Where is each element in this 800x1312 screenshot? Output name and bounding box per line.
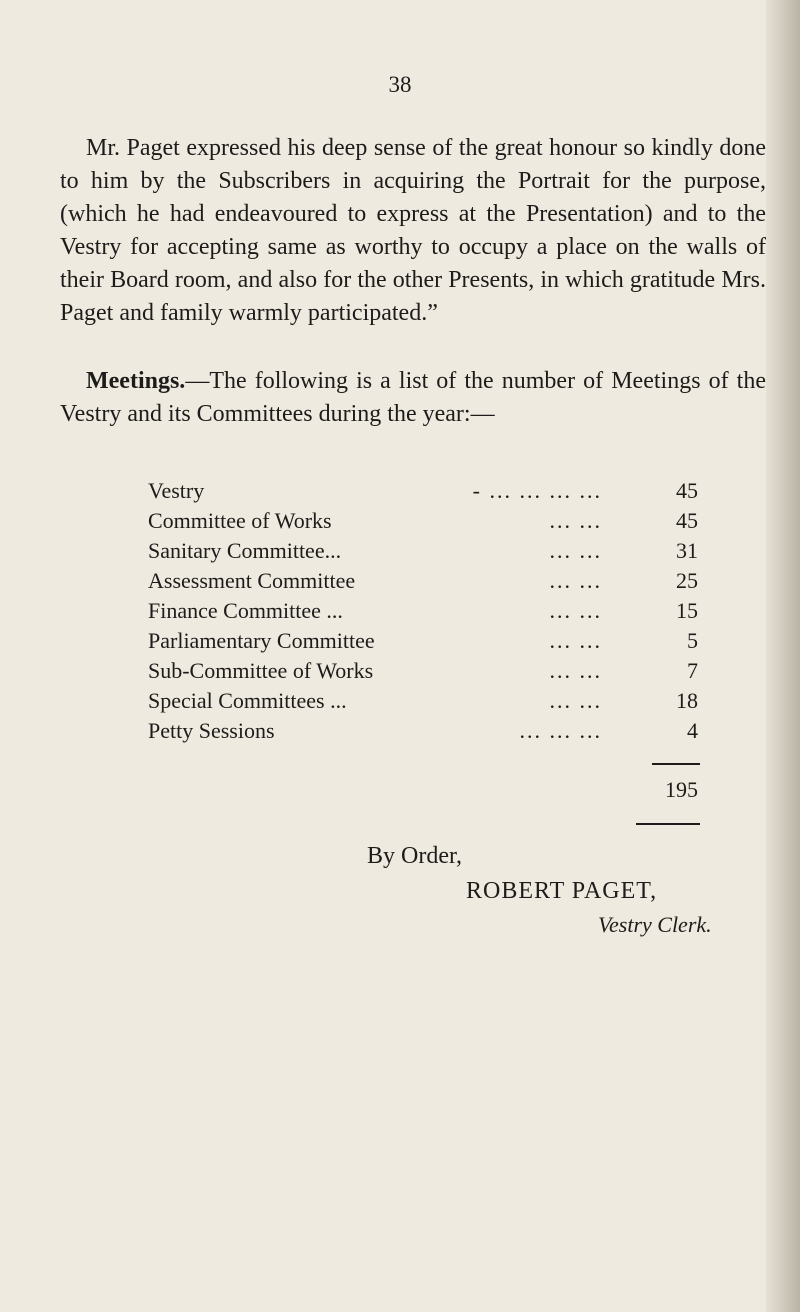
row-count: 31 [676,538,698,563]
row-count: 25 [676,568,698,593]
row-count: 45 [676,508,698,533]
row-label: Committee of Works [148,508,332,533]
row-label: Sub-Committee of Works [148,658,374,683]
meetings-text: —The following is a list of the number of Meetings of the Vestry and its Committees during the year:— [60,368,766,427]
row-count: 7 [687,658,698,683]
signatory-title: Vestry Clerk. [598,912,712,937]
row-label: Vestry [148,478,205,503]
row-label: Petty Sessions [148,718,275,743]
row-label: Finance Committee ... [148,598,343,623]
row-count: 15 [676,598,698,623]
row-leader-dots: ... ... [549,538,602,563]
meetings-table [148,476,698,746]
row-leader-dots: ... ... [549,628,602,653]
table-row [148,656,698,686]
signatory-name: ROBERT PAGET, [466,878,658,904]
page-edge-shadow [766,0,800,1312]
row-count: 5 [687,628,698,653]
row-leader-dots: ... ... [549,658,602,683]
row-count: 18 [676,688,698,713]
row-label: Sanitary Committee... [148,538,342,563]
table-row [148,626,698,656]
meetings-total: 195 [665,777,698,802]
row-count: 4 [687,718,698,743]
by-order-line: By Order, [367,843,463,869]
table-row [148,536,698,566]
sum-rule-top [652,763,700,765]
table-row [148,476,698,506]
row-leader-dots: ... ... [549,598,602,623]
row-leader-dots: ... ... [549,508,602,533]
row-label: Special Committees ... [148,688,347,713]
meetings-heading: Meetings. [86,368,186,394]
paragraph-paget-thanks: Mr. Paget expressed his deep sense of the great honour so kindly done to him by the Subscribers in acquiring the Portrait for the purpose, (which he had endeavoured to express at the Presentation) and to the Vestry for accepting same as worthy to occupy a place on the walls of their Board room, and also for the other Presents, in which gratitude Mrs. Paget and family warmly participated.” [60,135,766,326]
paragraph-meetings [60,365,766,431]
sum-rule-bottom [636,823,700,825]
table-row [148,596,698,626]
row-leader-dots: ... ... [549,568,602,593]
row-leader-dots: ... ... ... [519,718,602,743]
row-label: Parliamentary Committee [148,628,375,653]
table-row [148,716,698,746]
row-label: Assessment Committee [148,568,356,593]
row-leader-dots: ... ... [549,688,602,713]
table-row [148,506,698,536]
table-row [148,686,698,716]
table-row [148,566,698,596]
row-count: 45 [676,478,698,503]
page-number: 38 [388,72,412,97]
row-leader-dots: - ... ... ... ... [472,478,602,503]
